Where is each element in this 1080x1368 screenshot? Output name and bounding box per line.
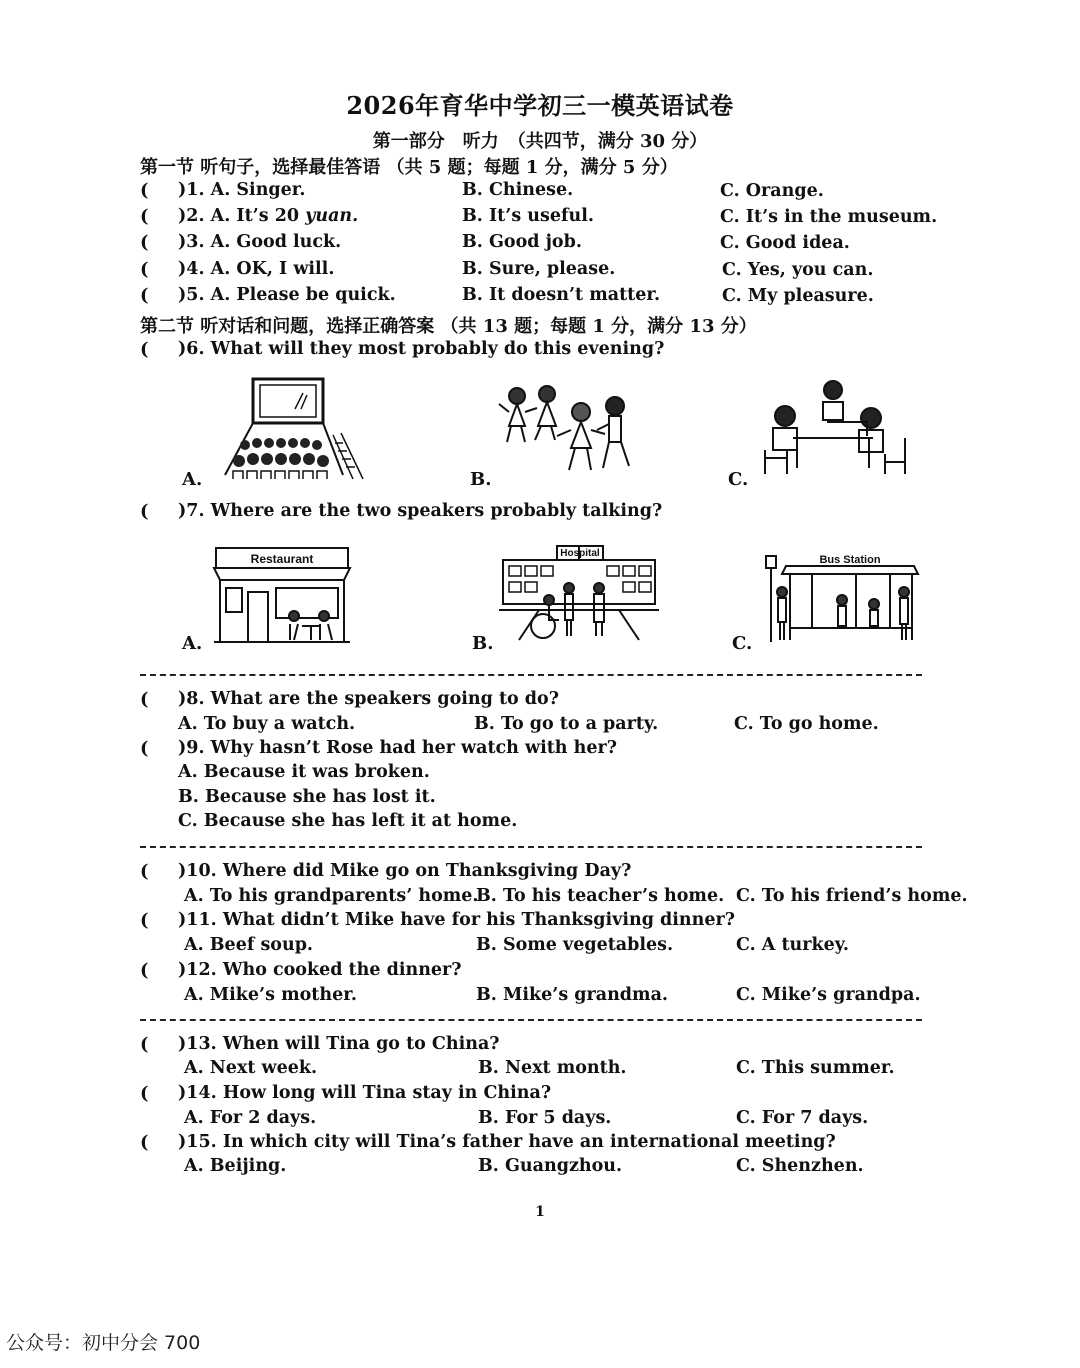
q8-stem: )8. What are the speakers going to do? <box>178 689 559 709</box>
q7-letter-a: A. <box>182 633 203 654</box>
q1-a: )1. A. Singer. <box>178 180 306 200</box>
q11-stem: )11. What didn’t Mike have for his Thanksgiving dinner? <box>178 910 735 930</box>
q12-a: A. Mike’s mother. <box>184 985 357 1005</box>
q14-c: C. For 7 days. <box>736 1108 869 1128</box>
part-heading: 第一部分 听力 （共四节，满分 30 分） <box>372 131 708 152</box>
answer-paren: ( <box>140 285 149 306</box>
q2-c: C. It’s in the museum. <box>720 207 938 227</box>
q15-b: B. Guangzhou. <box>478 1156 623 1176</box>
q14-a: A. For 2 days. <box>184 1108 317 1128</box>
q15-c: C. Shenzhen. <box>736 1156 864 1176</box>
q11-b: B. Some vegetables. <box>476 935 674 955</box>
restaurant-sign: Restaurant <box>250 552 314 566</box>
q8-c: C. To go home. <box>734 714 879 734</box>
q3-a: )3. A. Good luck. <box>178 232 342 252</box>
restaurant-picture <box>212 544 352 644</box>
answer-paren: ( <box>140 910 149 931</box>
q4-b: B. Sure, please. <box>462 259 616 279</box>
q8-b: B. To go to a party. <box>474 714 659 734</box>
q13-stem: )13. When will Tina go to China? <box>178 1034 500 1054</box>
q14-stem: )14. How long will Tina stay in China? <box>178 1083 552 1103</box>
divider <box>140 674 922 676</box>
answer-paren: ( <box>140 339 149 360</box>
q2-a-text: )2. A. It’s 20 <box>178 206 306 226</box>
q5-b: B. It doesn’t matter. <box>462 285 661 305</box>
q4-c: C. Yes, you can. <box>722 260 874 280</box>
q11-c: C. A turkey. <box>736 935 850 955</box>
q9-b: B. Because she has lost it. <box>178 787 436 807</box>
answer-paren: ( <box>140 1034 149 1055</box>
q15-a: A. Beijing. <box>184 1156 287 1176</box>
cinema-picture <box>215 375 365 480</box>
q9-a: A. Because it was broken. <box>178 762 430 782</box>
divider <box>140 846 922 848</box>
q6-letter-a: A. <box>182 469 203 490</box>
q6-letter-c: C. <box>728 469 749 490</box>
q1-b: B. Chinese. <box>462 180 574 200</box>
q10-b: B. To his teacher’s home. <box>476 886 725 906</box>
q12-c: C. Mike’s grandpa. <box>736 985 921 1005</box>
dancing-picture <box>497 382 637 482</box>
divider <box>140 1019 922 1021</box>
q2-a <box>178 206 358 226</box>
q6-letter-b: B. <box>470 469 492 490</box>
bus-station-picture <box>762 552 920 644</box>
page-number: 1 <box>535 1204 545 1220</box>
studying-picture <box>757 378 912 478</box>
answer-paren: ( <box>140 960 149 981</box>
q10-c: C. To his friend’s home. <box>736 886 968 906</box>
q7-letter-c: C. <box>732 633 753 654</box>
q7-letter-b: B. <box>472 633 494 654</box>
answer-paren: ( <box>140 689 149 710</box>
q4-a: )4. A. OK, I will. <box>178 259 335 279</box>
q2-a-yuan: yuan. <box>305 206 359 226</box>
answer-paren: ( <box>140 180 149 201</box>
q10-stem: )10. Where did Mike go on Thanksgiving Day? <box>178 861 632 881</box>
answer-paren: ( <box>140 1083 149 1104</box>
q6-stem: )6. What will they most probably do this evening? <box>178 339 665 359</box>
q13-c: C. This summer. <box>736 1058 895 1078</box>
q2-b: B. It’s useful. <box>462 206 594 226</box>
exam-title: 2026年育华中学初三一模英语试卷 <box>346 91 734 120</box>
answer-paren: ( <box>140 259 149 280</box>
hospital-sign: Hospital <box>560 548 600 559</box>
q7-stem: )7. Where are the two speakers probably talking? <box>178 501 663 521</box>
q8-a: A. To buy a watch. <box>178 714 356 734</box>
q9-stem: )9. Why hasn’t Rose had her watch with her? <box>178 738 617 758</box>
q5-c: C. My pleasure. <box>722 286 874 306</box>
answer-paren: ( <box>140 861 149 882</box>
q13-b: B. Next month. <box>478 1058 627 1078</box>
footer-watermark: 公众号：初中分会 700 <box>6 1332 201 1354</box>
q5-a: )5. A. Please be quick. <box>178 285 396 305</box>
q15-stem: )15. In which city will Tina’s father have an international meeting? <box>178 1132 836 1152</box>
hospital-picture <box>499 540 659 642</box>
q9-c: C. Because she has left it at home. <box>178 811 518 831</box>
q3-b: B. Good job. <box>462 232 582 252</box>
section1-heading: 第一节 听句子，选择最佳答语 （共 5 题；每题 1 分，满分 5 分） <box>140 157 678 178</box>
q12-b: B. Mike’s grandma. <box>476 985 668 1005</box>
answer-paren: ( <box>140 1132 149 1153</box>
q3-c: C. Good idea. <box>720 233 850 253</box>
q10-a: A. To his grandparents’ home. <box>184 886 479 906</box>
section2-heading: 第二节 听对话和问题，选择正确答案 （共 13 题；每题 1 分，满分 13 分） <box>140 316 757 337</box>
q14-b: B. For 5 days. <box>478 1108 612 1128</box>
answer-paren: ( <box>140 501 149 522</box>
q11-a: A. Beef soup. <box>184 935 314 955</box>
q12-stem: )12. Who cooked the dinner? <box>178 960 462 980</box>
answer-paren: ( <box>140 206 149 227</box>
q13-a: A. Next week. <box>184 1058 318 1078</box>
answer-paren: ( <box>140 738 149 759</box>
bus-station-sign: Bus Station <box>819 554 881 566</box>
answer-paren: ( <box>140 232 149 253</box>
q1-c: C. Orange. <box>720 181 824 201</box>
